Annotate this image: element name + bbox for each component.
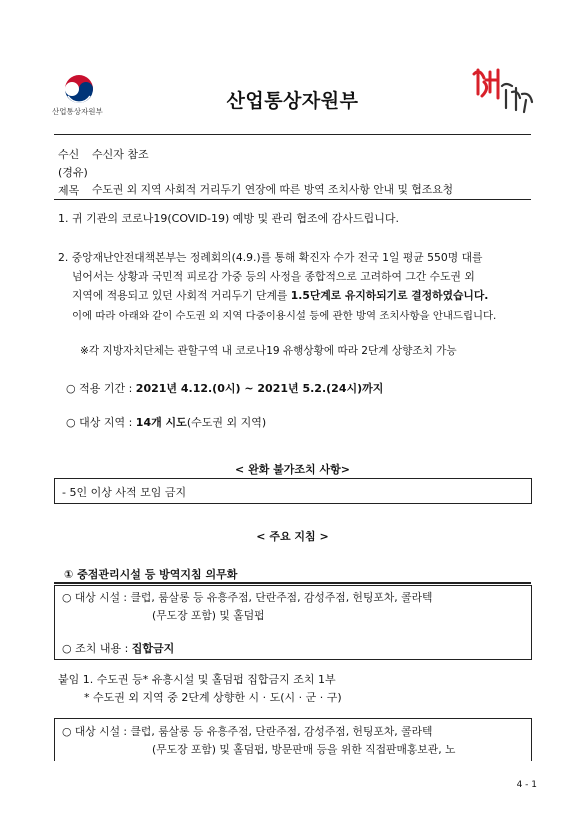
paragraph-2-line-2: 넘어서는 상황과 국민적 피로감 가중 등의 사정을 종합적으로 고려하여 그간 수도권 외 bbox=[72, 270, 475, 283]
region-label: ○ 대상 지역 : bbox=[66, 416, 136, 429]
region-line bbox=[66, 414, 266, 430]
subject-rule bbox=[54, 199, 531, 200]
header-rule bbox=[54, 134, 531, 135]
subject-label: 제목 bbox=[58, 184, 80, 197]
facility-box-2-line-2: (무도장 포함) 및 홀덤펍, 방문판매 등을 위한 직접판매홍보관, 노 bbox=[152, 743, 456, 756]
paragraph-2-line-3 bbox=[72, 288, 488, 303]
page-title: 산업통상자원부 bbox=[226, 90, 359, 112]
paragraph-2-line-1: 2. 중앙재난안전대책본부는 정례회의(4.9.)를 통해 확진자 수가 전국 1일 평균 550명 대를 bbox=[58, 251, 483, 264]
measure-label: ○ 조치 내용 : bbox=[62, 642, 132, 655]
paragraph-1: 1. 귀 기관의 코로나19(COVID-19) 예방 및 관리 협조에 감사드립니다. bbox=[58, 212, 400, 225]
facility-box-1-line-1: ○ 대상 시설 : 클럽, 룸살롱 등 유흥주점, 단란주점, 감성주점, 헌팅포차, 콜라텍 bbox=[62, 591, 433, 604]
facility-box-2-line-1: ○ 대상 시설 : 클럽, 룸살롱 등 유흥주점, 단란주점, 감성주점, 헌팅포차, 콜라텍 bbox=[62, 725, 433, 738]
facility-box-1-line-2: (무도장 포함) 및 홀덤펍 bbox=[152, 609, 265, 622]
region-rest: (수도권 외 지역) bbox=[186, 416, 267, 429]
recipient-value: 수신자 참조 bbox=[92, 148, 149, 161]
recipient-label: 수신 bbox=[58, 148, 80, 161]
section-1-title: ① 중점관리시설 등 방역지침 의무화 bbox=[64, 568, 238, 581]
page-number: 4 - 1 bbox=[516, 780, 537, 790]
note-text: ※각 지방자치단체는 관할구역 내 코로나19 유행상황에 따라 2단계 상향조치 가능 bbox=[80, 345, 457, 357]
via-label: (경유) bbox=[58, 166, 88, 179]
measure-value: 집합금지 bbox=[131, 642, 175, 655]
relax-heading: < 완화 불가조치 사항> bbox=[235, 463, 350, 476]
region-bold: 14개 시도 bbox=[135, 416, 187, 429]
section-1-rule bbox=[54, 582, 531, 584]
period-value: 2021년 4.12.(0시) ~ 2021년 5.2.(24시)까지 bbox=[135, 382, 384, 395]
slogan-calligraphy-icon bbox=[466, 64, 540, 118]
measure-line bbox=[62, 640, 174, 656]
paragraph-2-line-4: 이에 따라 아래와 같이 수도권 외 지역 다중이용시설 등에 관한 방역 조치사항을 안내드립니다. bbox=[72, 310, 497, 322]
main-guideline-heading: < 주요 지침 > bbox=[256, 530, 329, 543]
ministry-name: 산업통상자원부 bbox=[52, 107, 103, 116]
attachment-line-2: * 수도권 외 지역 중 2단계 상향한 시 · 도(시 · 군 · 구) bbox=[84, 691, 342, 704]
relax-item: - 5인 이상 사적 모임 금지 bbox=[62, 486, 187, 499]
paragraph-2-line-3-text: 지역에 적용되고 있던 사회적 거리두기 단계를 bbox=[72, 289, 291, 302]
attachment-line-1: 붙임 1. 수도권 등* 유흥시설 및 홀덤펍 집합금지 조치 1부 bbox=[58, 673, 336, 686]
subject-value: 수도권 외 지역 사회적 거리두기 연장에 따른 방역 조치사항 안내 및 협조요청 bbox=[92, 183, 454, 196]
paragraph-2-line-3-bold: 1.5단계로 유지하되기로 결정하였습니다. bbox=[290, 289, 489, 302]
period-label: ○ 적용 기간 : bbox=[66, 382, 136, 395]
period-line bbox=[66, 380, 383, 396]
